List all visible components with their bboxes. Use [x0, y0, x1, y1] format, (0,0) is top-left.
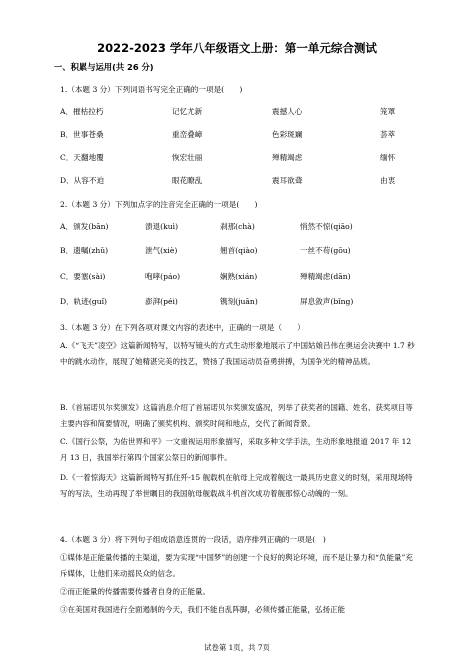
q1-word: 笼罩 — [380, 107, 396, 116]
q3-option-b: B.《首届诺贝尔奖颁发》这篇消息介绍了首届诺贝尔奖颁发盛况，列举了获奖者的国籍、姓名、获奖项目等主要内容和简要情况，明确了颁奖机构、颁奖时间和地点，交代了新闻背景。 — [60, 403, 413, 428]
q2-word: 澎湃(péi) — [145, 297, 178, 306]
q2-word: 屏息敛声(bǐng) — [300, 297, 354, 306]
q1-word: 记忆尤新 — [172, 107, 203, 116]
q2-option-c: C．要塞(sài) — [60, 272, 106, 281]
q1-option-b: B．世事苍桑 — [60, 130, 104, 139]
q3-option-a: A.《“飞天”凌空》这篇新闻特写，以特写镜头的方式生动形象地展示了中国姑娘吕伟在奥运会决赛中 1.7 秒中的跳水动作，展现了她精湛完美的技艺，赞扬了我国运动员奋勇拼搏，为国争光的精神品质。 — [60, 341, 415, 366]
q4-sentence-1: ①媒体是正能量传播的主渠道，要为实现“中国梦”的创建一个良好的舆论环境，而不是让暴力和“负能量”充斥媒体，让他们来动摇民众的信念。 — [60, 553, 413, 578]
q1-word: 缅怀 — [380, 153, 396, 162]
q2-word: 溃退(kuì) — [145, 222, 179, 231]
q1-word: 色彩斑斓 — [272, 130, 303, 139]
q1-word: 殚精竭虑 — [272, 153, 303, 162]
q1-option-c: C．天翻地覆 — [60, 153, 104, 162]
q3-option-d: D.《一着惊海天》这篇新闻特写抓住歼-15 舰载机在航母上完成着舰这一最具历史意义的时刻，采用现场特写的写法，生动再现了举世瞩目的我国航母舰载战斗机首次成功着舰那惊心动魄的一刻。 — [60, 473, 413, 498]
question-2-stem: 2.（本题 3 分）下列加点字的注音完全正确的一项是( ) — [60, 200, 258, 209]
q2-word: 泄气(xiè) — [145, 246, 178, 255]
q1-word: 荟萃 — [380, 130, 396, 139]
section-heading: 一、积累与运用(共 26 分) — [54, 62, 154, 72]
q2-word: 刹那(chà) — [220, 222, 255, 231]
q1-word: 震撼人心 — [272, 107, 303, 116]
q1-word: 由衷 — [380, 176, 396, 185]
q2-option-a: A．颁发(bān) — [60, 222, 109, 231]
question-4-stem: 4.（本题 3 分）将下列句子组成语意连贯的一段话，语序排列正确的一项是( ) — [60, 535, 326, 544]
q2-word: 翘首(qiào) — [220, 246, 258, 255]
question-1-stem: 1.（本题 3 分）下列词语书写完全正确的一项是( ) — [60, 85, 243, 94]
q2-option-d: D．轨迹(guǐ) — [60, 297, 107, 306]
q2-option-b: B．遗嘱(zhǔ) — [60, 246, 109, 255]
q2-word: 镌刻(juān) — [220, 297, 258, 306]
q4-sentence-3: ③在美国对我国进行全面遏制的今天，我们不能自乱阵脚，必须传播正能量，弘扬正能 — [60, 605, 345, 614]
q1-word: 重峦叠嶂 — [172, 130, 203, 139]
question-3-stem: 3.（本题 3 分）在下列各项对课文内容的表述中，正确的一项是（ ） — [60, 323, 305, 332]
page-title: 2022-2023 学年八年级语文上册：第一单元综合测试 — [97, 41, 377, 55]
q2-word: 娴熟(xián) — [220, 272, 258, 281]
q2-word: 咆哮(páo) — [145, 272, 181, 281]
q3-option-c: C.《国行公祭，为佑世界和平》一文重视运用形象描写，采取多种文学手法，生动形象地报道 2017 年 12 月 13 日，我国举行第四个国家公祭日的新闻事件。 — [60, 437, 412, 462]
q1-option-a: A．摧枯拉朽 — [60, 107, 104, 116]
q2-word: 殚精竭虑(dān) — [300, 272, 351, 281]
page-footer: 试卷第 1页，共 7页 — [204, 643, 270, 652]
q2-word: 一丝不苟(gōu) — [300, 246, 351, 255]
q4-sentence-2: ②而正能量的传播需要传播者自身的正能量。 — [60, 587, 210, 596]
q1-option-d: D．从容不迫 — [60, 176, 105, 185]
q2-word: 悄然不惊(qiāo) — [300, 222, 353, 231]
q1-word: 震耳欲聋 — [272, 176, 303, 185]
q1-word: 眼花瞭乱 — [172, 176, 203, 185]
q1-word: 恢宏壮丽 — [172, 153, 203, 162]
